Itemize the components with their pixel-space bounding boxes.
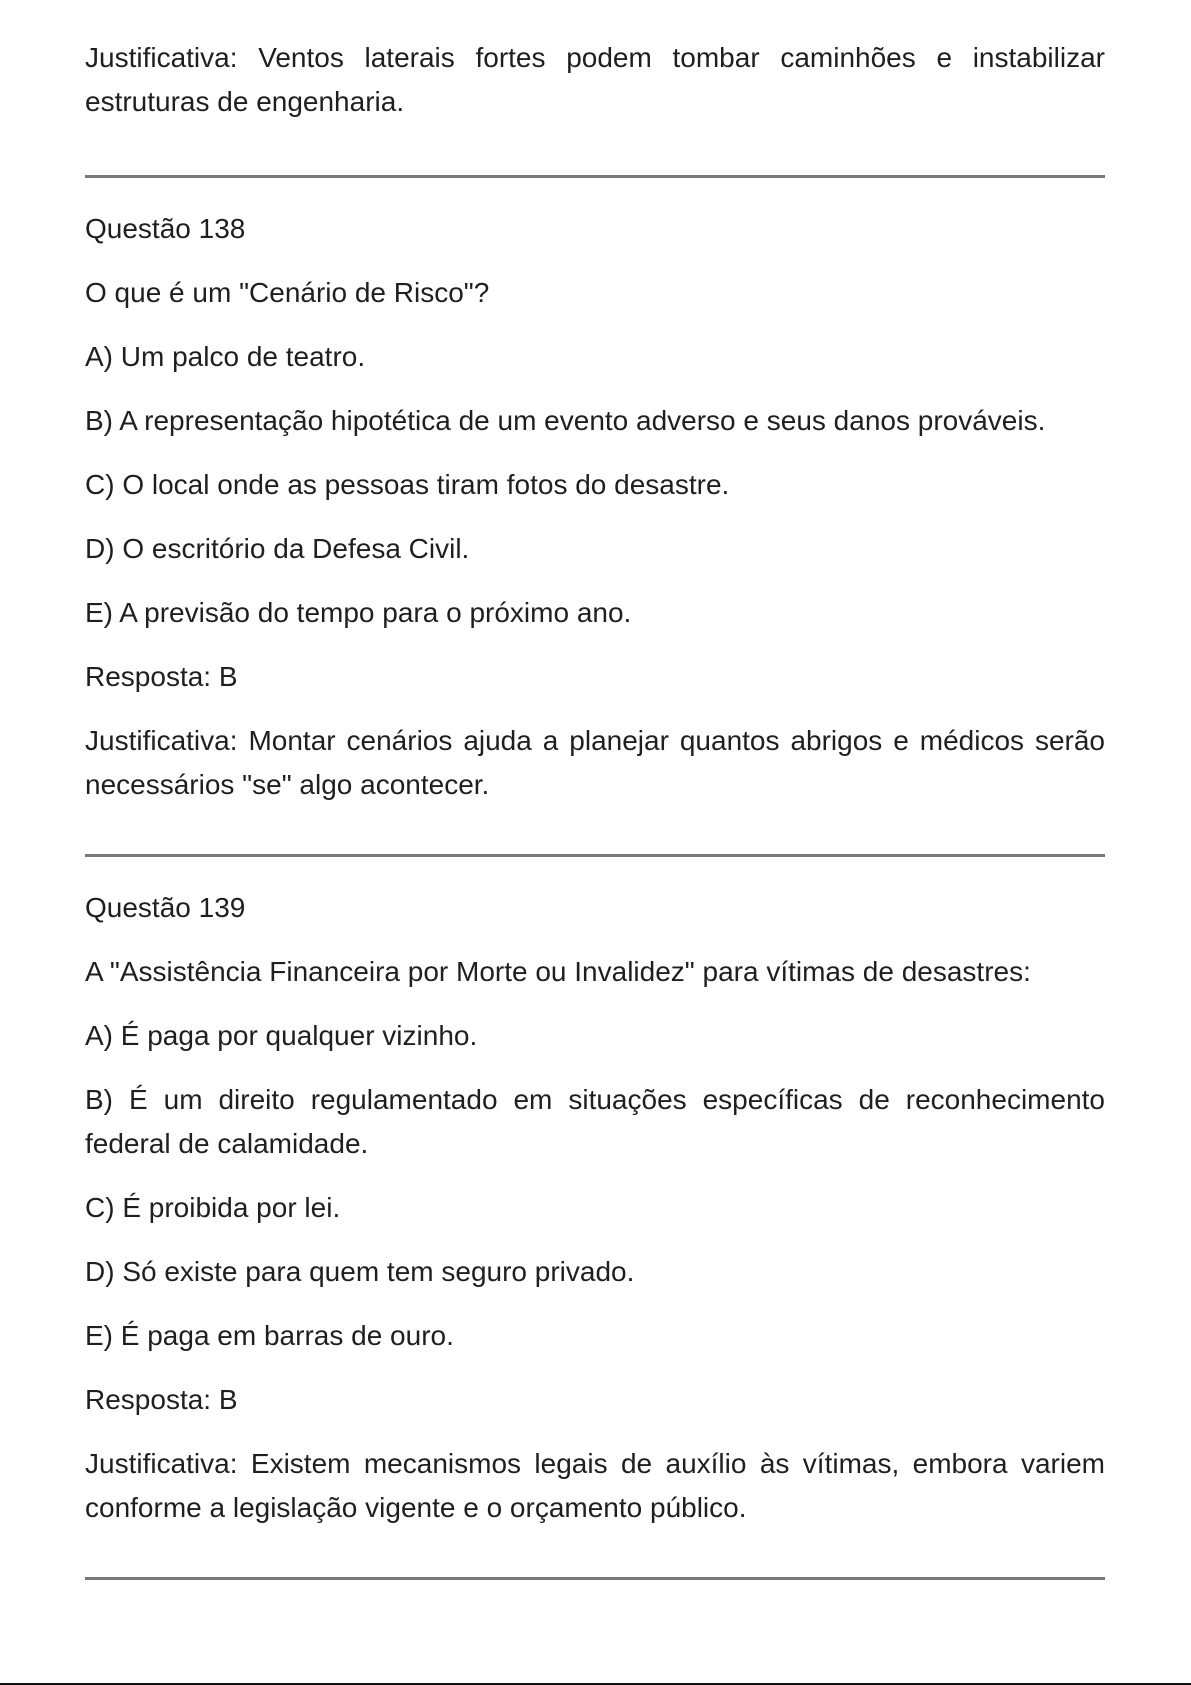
intro-justification: Justificativa: Ventos laterais fortes podem tombar caminhões e instabilizar estruturas de engenharia. [85,42,1105,117]
option-a: A) É paga por qualquer vizinho. [85,1020,478,1051]
option-c: C) O local onde as pessoas tiram fotos do desastre. [85,469,730,500]
answer-label: Resposta: B [85,1384,238,1415]
option-b: B) A representação hipotética de um evento adverso e seus danos prováveis. [85,405,1046,436]
question-prompt: A "Assistência Financeira por Morte ou Invalidez" para vítimas de desastres: [85,956,1031,987]
option-e: E) É paga em barras de ouro. [85,1320,454,1351]
question-prompt: O que é um "Cenário de Risco"? [85,277,490,308]
question-138 [85,207,1105,807]
question-title: Questão 139 [85,892,246,923]
question-139 [85,886,1105,1530]
justification: Justificativa: Existem mecanismos legais de auxílio às vítimas, embora variem conforme a legislação vigente e o orçamento público. [85,1448,1105,1523]
answer-label: Resposta: B [85,661,238,692]
question-title: Questão 138 [85,213,246,244]
option-b: B) É um direito regulamentado em situações específicas de reconhecimento federal de calamidade. [85,1084,1105,1159]
section-divider [85,854,1105,857]
option-c: C) É proibida por lei. [85,1192,341,1223]
intro-justification-block [85,36,1105,124]
option-e: E) A previsão do tempo para o próximo ano. [85,597,632,628]
section-divider [85,175,1105,178]
option-a: A) Um palco de teatro. [85,341,366,372]
justification: Justificativa: Montar cenários ajuda a planejar quantos abrigos e médicos serão necessários "se" algo acontecer. [85,725,1105,800]
section-divider [85,1577,1105,1580]
option-d: D) O escritório da Defesa Civil. [85,533,470,564]
option-d: D) Só existe para quem tem seguro privado. [85,1256,635,1287]
